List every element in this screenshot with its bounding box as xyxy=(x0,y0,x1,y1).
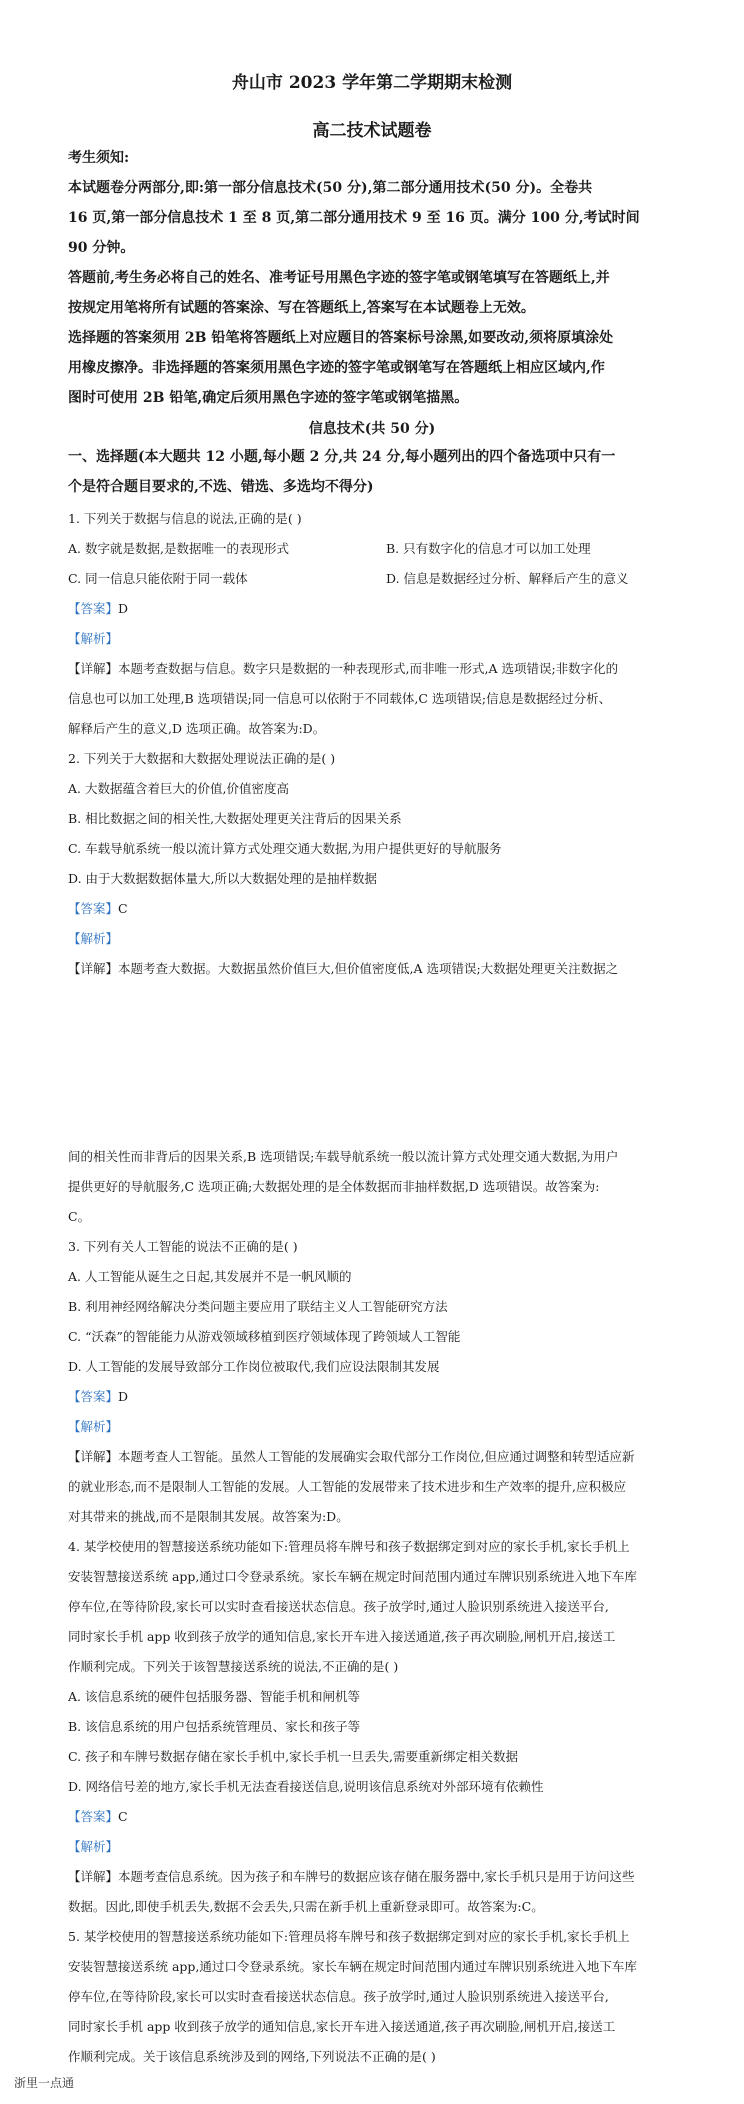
footer-watermark: 浙里一点通 xyxy=(14,2076,75,2090)
answer-value: D xyxy=(118,1389,129,1404)
section-title: 信息技术(共 50 分) xyxy=(308,421,436,437)
option-d: D. 信息是数据经过分析、解释后产生的意义 xyxy=(386,571,629,586)
option-c: C. “沃森”的智能能力从游戏领域移植到医疗领域体现了跨领域人工智能 xyxy=(68,1329,461,1344)
option-b: B. 利用神经网络解决分类问题主要应用了联结主义人工智能研究方法 xyxy=(68,1299,448,1314)
notice-text: 本试题卷分两部分,即:第一部分信息技术(50 分),第二部分通用技术(50 分)。全卷共 xyxy=(68,180,593,196)
detail-text: 解释后产生的意义,D 选项正确。故答案为:D。 xyxy=(68,721,326,736)
question-stem: 2. 下列关于大数据和大数据处理说法正确的是( ) xyxy=(68,751,336,766)
option-c: C. 同一信息只能依附于同一载体 xyxy=(68,571,248,586)
answer-value: C xyxy=(118,901,128,916)
detail-tag: 【详解】 xyxy=(68,1449,119,1464)
question-stem: 4. 某学校使用的智慧接送系统功能如下:管理员将车牌号和孩子数据绑定到对应的家长手机,家长手机上 xyxy=(68,1539,630,1554)
question-stem: 安装智慧接送系统 app,通过口令登录系统。家长车辆在规定时间范围内通过车牌识别系统进入地下车库 xyxy=(68,1959,637,1974)
analysis-tag: 【解析】 xyxy=(68,631,119,646)
notice-text: 90 分钟。 xyxy=(68,240,135,256)
detail-line xyxy=(68,1442,688,1472)
question-stem: 安装智慧接送系统 app,通过口令登录系统。家长车辆在规定时间范围内通过车牌识别系统进入地下车库 xyxy=(68,1569,637,1584)
detail-line xyxy=(68,1862,688,1892)
answer-line xyxy=(68,1802,688,1832)
analysis-tag: 【解析】 xyxy=(68,931,119,946)
detail-text: 间的相关性而非背后的因果关系,B 选项错误;车载导航系统一般以流计算方式处理交通大数据,为用户 xyxy=(68,1149,619,1164)
option-b: B. 该信息系统的用户包括系统管理员、家长和孩子等 xyxy=(68,1719,361,1734)
analysis-tag: 【解析】 xyxy=(68,1419,119,1434)
question-stem: 作顺利完成。关于该信息系统涉及到的网络,下列说法不正确的是( ) xyxy=(68,2049,436,2064)
answer-value: D xyxy=(118,601,129,616)
option-row xyxy=(68,564,688,594)
detail-text: 数据。因此,即使手机丢失,数据不会丢失,只需在新手机上重新登录即可。故答案为:C。 xyxy=(68,1899,544,1914)
option-row xyxy=(68,534,688,564)
question-stem: 同时家长手机 app 收到孩子放学的通知信息,家长开车进入接送通道,孩子再次刷脸,闸机开启,接送工 xyxy=(68,1629,616,1644)
part-heading xyxy=(68,442,688,502)
detail-line xyxy=(68,954,688,984)
question-stem: 3. 下列有关人工智能的说法不正确的是( ) xyxy=(68,1239,298,1254)
question-stem: 同时家长手机 app 收到孩子放学的通知信息,家长开车进入接送通道,孩子再次刷脸,闸机开启,接送工 xyxy=(68,2019,616,2034)
answer-value: C xyxy=(118,1809,128,1824)
part-heading-line: 个是符合题目要求的,不选、错选、多选均不得分) xyxy=(68,479,374,495)
detail-text: C。 xyxy=(68,1209,91,1224)
detail-text: 提供更好的导航服务,C 选项正确;大数据处理的是全体数据而非抽样数据,D 选项错误。故答案为: xyxy=(68,1179,600,1194)
question-stem: 停车位,在等待阶段,家长可以实时查看接送状态信息。孩子放学时,通过人脸识别系统进入接送平台, xyxy=(68,1599,609,1614)
question-stem: 5. 某学校使用的智慧接送系统功能如下:管理员将车牌号和孩子数据绑定到对应的家长手机,家长手机上 xyxy=(68,1929,630,1944)
detail-text: 本题考查大数据。大数据虽然价值巨大,但价值密度低,A 选项错误;大数据处理更关注数据之 xyxy=(118,961,619,976)
answer-tag: 【答案】 xyxy=(68,1809,119,1824)
exam-subtitle: 高二技术试题卷 xyxy=(312,121,432,141)
notice-text: 选择题的答案须用 2B 铅笔将答题纸上对应题目的答案标号涂黑,如要改动,须将原填涂处 xyxy=(68,330,614,346)
detail-text: 本题考查人工智能。虽然人工智能的发展确实会取代部分工作岗位,但应通过调整和转型适应新 xyxy=(118,1449,635,1464)
option-d: D. 人工智能的发展导致部分工作岗位被取代,我们应设法限制其发展 xyxy=(68,1359,440,1374)
notice-text: 按规定用笔将所有试题的答案涂、写在答题纸上,答案写在本试题卷上无效。 xyxy=(68,300,535,316)
notice-text: 16 页,第一部分信息技术 1 至 8 页,第二部分通用技术 9 至 16 页。满分 100 分,考试时间 xyxy=(68,210,640,226)
detail-tag: 【详解】 xyxy=(68,1869,119,1884)
answer-tag: 【答案】 xyxy=(68,901,119,916)
option-c: C. 车载导航系统一般以流计算方式处理交通大数据,为用户提供更好的导航服务 xyxy=(68,841,502,856)
option-c: C. 孩子和车牌号数据存储在家长手机中,家长手机一旦丢失,需要重新绑定相关数据 xyxy=(68,1749,519,1764)
part-heading-line: 一、选择题(本大题共 12 小题,每小题 2 分,共 24 分,每小题列出的四个备选项中只有一 xyxy=(68,449,616,465)
notice-block xyxy=(68,143,688,413)
option-d: D. 网络信号差的地方,家长手机无法查看接送信息,说明该信息系统对外部环境有依赖性 xyxy=(68,1779,544,1794)
answer-tag: 【答案】 xyxy=(68,601,119,616)
option-b: B. 只有数字化的信息才可以加工处理 xyxy=(386,541,591,556)
notice-heading: 考生须知: xyxy=(68,150,130,166)
detail-text: 信息也可以加工处理,B 选项错误;同一信息可以依附于不同载体,C 选项错误;信息是数据经过分析、 xyxy=(68,691,612,706)
option-d: D. 由于大数据数据体量大,所以大数据处理的是抽样数据 xyxy=(68,871,377,886)
question-stem: 停车位,在等待阶段,家长可以实时查看接送状态信息。孩子放学时,通过人脸识别系统进入接送平台, xyxy=(68,1989,609,2004)
detail-tag: 【详解】 xyxy=(68,661,119,676)
answer-line xyxy=(68,1382,688,1412)
exam-title: 舟山市 2023 学年第二学期期末检测 xyxy=(231,73,513,93)
option-a: A. 数字就是数据,是数据唯一的表现形式 xyxy=(68,541,289,556)
analysis-tag: 【解析】 xyxy=(68,1839,119,1854)
option-a: A. 该信息系统的硬件包括服务器、智能手机和闸机等 xyxy=(68,1689,360,1704)
detail-text: 的就业形态,而不是限制人工智能的发展。人工智能的发展带来了技术进步和生产效率的提升,应积极应 xyxy=(68,1479,626,1494)
notice-text: 答题前,考生务必将自己的姓名、准考证号用黑色字迹的签字笔或钢笔填写在答题纸上,并 xyxy=(68,270,610,286)
question-stem: 作顺利完成。下列关于该智慧接送系统的说法,不正确的是( ) xyxy=(68,1659,399,1674)
notice-text: 图时可使用 2B 铅笔,确定后须用黑色字迹的签字笔或钢笔描黑。 xyxy=(68,390,469,406)
detail-text: 对其带来的挑战,而不是限制其发展。故答案为:D。 xyxy=(68,1509,349,1524)
detail-text: 本题考查信息系统。因为孩子和车牌号的数据应该存储在服务器中,家长手机只是用于访问这些 xyxy=(118,1869,635,1884)
detail-text: 本题考查数据与信息。数字只是数据的一种表现形式,而非唯一形式,A 选项错误;非数字化的 xyxy=(118,661,619,676)
option-a: A. 大数据蕴含着巨大的价值,价值密度高 xyxy=(68,781,289,796)
detail-line xyxy=(68,654,688,684)
option-a: A. 人工智能从诞生之日起,其发展并不是一帆风顺的 xyxy=(68,1269,352,1284)
option-b: B. 相比数据之间的相关性,大数据处理更关注背后的因果关系 xyxy=(68,811,402,826)
answer-tag: 【答案】 xyxy=(68,1389,119,1404)
answer-line xyxy=(68,594,688,624)
question-stem: 1. 下列关于数据与信息的说法,正确的是( ) xyxy=(68,511,302,526)
notice-text: 用橡皮擦净。非选择题的答案须用黑色字迹的签字笔或钢笔写在答题纸上相应区域内,作 xyxy=(68,360,605,376)
detail-tag: 【详解】 xyxy=(68,961,119,976)
answer-line xyxy=(68,894,688,924)
